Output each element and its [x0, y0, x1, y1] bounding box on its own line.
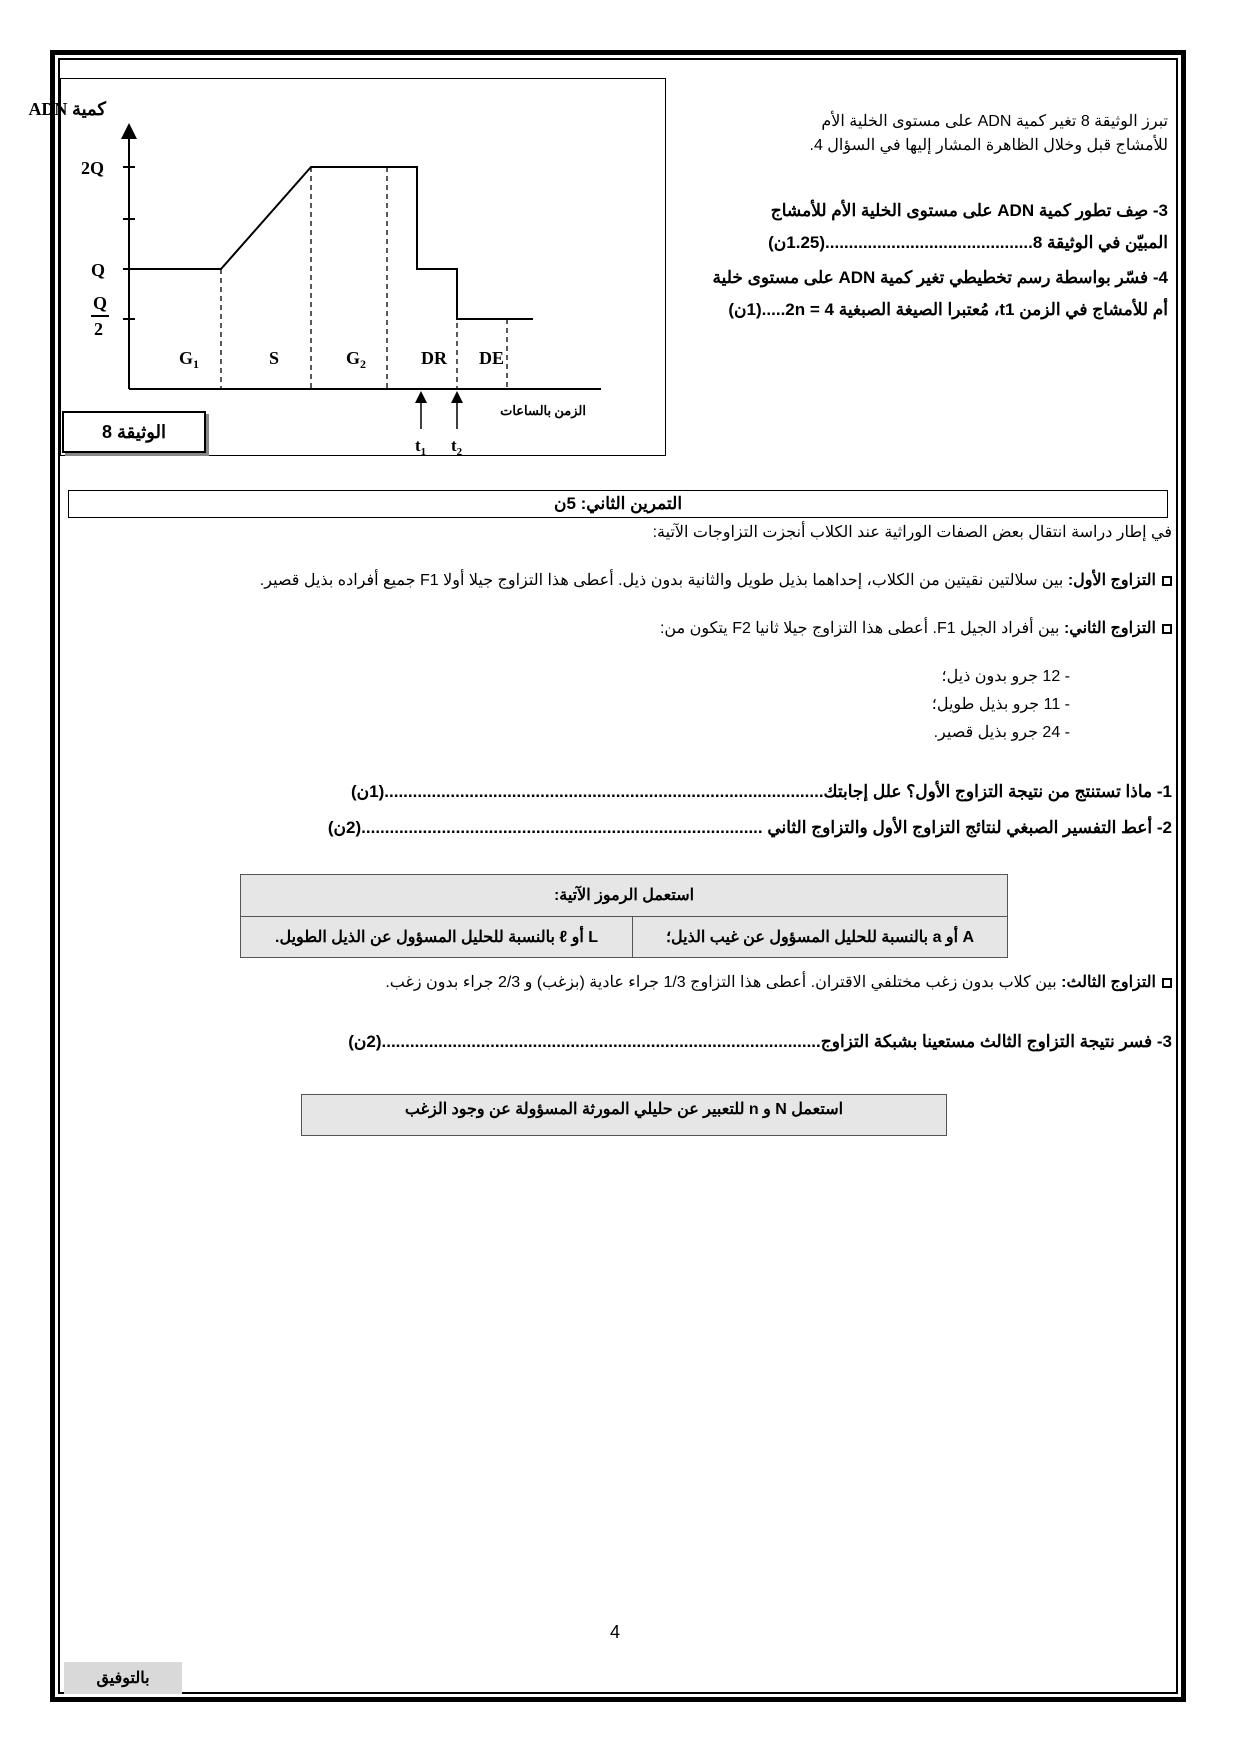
cross-1-label: التزاوج الأول: [1067, 572, 1156, 589]
phase-label-s: S [269, 348, 280, 368]
symbols-table [240, 874, 1008, 958]
cross-1-text: بين سلالتين نقيتين من الكلاب، إحداهما بذيل طويل والثانية بدون ذيل. أعطى هذا التزاوج جيلا أولا F1 جميع أفراده بذيل قصير. [259, 572, 1068, 589]
chart-intro [680, 110, 1168, 158]
result-1: - 12 جرو بدون ذيل؛ [941, 668, 1070, 685]
bullet-icon [1162, 624, 1172, 634]
phase-label-g1: $G_1$ [179, 348, 200, 371]
cross-3-label: التزاوج الثالث: [1061, 974, 1156, 991]
result-3: - 24 جرو بذيل قصير. [933, 724, 1070, 741]
cross-1 [260, 570, 1172, 590]
cross-2 [660, 618, 1172, 638]
bullet-icon [1162, 576, 1172, 586]
result-2: - 11 جرو بذيل طويل؛ [931, 696, 1070, 713]
phase-label-dr: DR [421, 348, 447, 368]
alleles-hint: استعمل N و n للتعبير عن حليلي المورثة المسؤولة عن وجود الزغب [301, 1094, 947, 1136]
cross-2-label: التزاوج الثاني: [1063, 620, 1156, 637]
q4-line-2: أم للأمشاج في الزمن t1، مُعتبرا الصيغة الصبغية 4 = 2n.....(1ن) [728, 300, 1168, 319]
exercise-2-question-3: 3- فسر نتيجة التزاوج الثالث مستعينا بشبكة التزاوج.............................................................................................(2ن) [348, 1032, 1172, 1051]
y-tick-label-q: Q [91, 260, 106, 280]
intro-line-1: تبرز الوثيقة 8 تغير كمية ADN على مستوى الخلية الأم [821, 113, 1168, 130]
symbols-l: L أو ℓ بالنسبة للحليل المسؤول عن الذيل الطويل. [241, 916, 633, 958]
document-label: الوثيقة 8 [62, 411, 206, 453]
phase-label-de: DE [479, 348, 505, 368]
exercise-2-header: التمرين الثاني: 5ن [68, 490, 1168, 518]
question-4-chart [680, 262, 1168, 326]
y-tick-label-q-half-den: 2 [94, 319, 103, 339]
dna-curve [129, 167, 533, 319]
time-mark-label-t1: $t_1$ [415, 436, 427, 458]
footer-good-luck: بالتوفيق [64, 1662, 182, 1694]
page-number: 4 [610, 1622, 621, 1642]
exercise-2-intro: في إطار دراسة انتقال بعض الصفات الوراثية عند الكلاب أنجزت التزاوجات الآتية: [652, 524, 1172, 541]
y-tick-label-2q: 2Q [81, 158, 105, 178]
symbols-a: A أو a بالنسبة للحليل المسؤول عن غيب الذيل؛ [633, 916, 1008, 958]
exercise-2-question-2: 2- أعط التفسير الصبغي لنتائج التزاوج الأول والتزاوج الثاني .....................................................................................(2ن) [327, 818, 1172, 837]
q3-line-1: 3- صِف تطور كمية ADN على مستوى الخلية الأم للأمشاج [770, 201, 1168, 220]
q4-line-1: 4- فسّر بواسطة رسم تخطيطي تغير كمية ADN على مستوى خلية [712, 268, 1168, 287]
x-axis-label: الزمن بالساعات [500, 403, 586, 418]
question-3-chart [680, 195, 1168, 259]
cross-3-text: بين كلاب بدون زغب مختلفي الاقتران. أعطى هذا التزاوج 1/3 جراء عادية (بزغب) و 2/3 جراء بدون زغب. [385, 974, 1062, 991]
y-axis-label: كمية ADN [28, 99, 106, 119]
q3-line-2: المبيّن في الوثيقة 8............................................(1.25ن) [768, 233, 1168, 252]
dna-quantity-chart [28, 79, 667, 458]
y-tick-label-q-half-num: Q [93, 293, 108, 313]
bullet-icon [1162, 978, 1172, 988]
time-mark-label-t2: $t_2$ [451, 436, 463, 458]
cross-3 [385, 972, 1172, 992]
document-8-chart [28, 78, 666, 458]
symbols-title: استعمل الرموز الآتية: [241, 875, 1008, 917]
cross-2-text: بين أفراد الجيل F1. أعطى هذا التزاوج جيلا ثانيا F2 يتكون من: [659, 620, 1064, 637]
exercise-2-question-1: 1- ماذا تستنتج من نتيجة التزاوج الأول؟ علل إجابتك.............................................................................................(1ن) [351, 782, 1172, 801]
phase-label-g2: $G_2$ [346, 348, 367, 371]
intro-line-2: للأمشاج قبل وخلال الظاهرة المشار إليها في السؤال 4. [809, 137, 1168, 154]
